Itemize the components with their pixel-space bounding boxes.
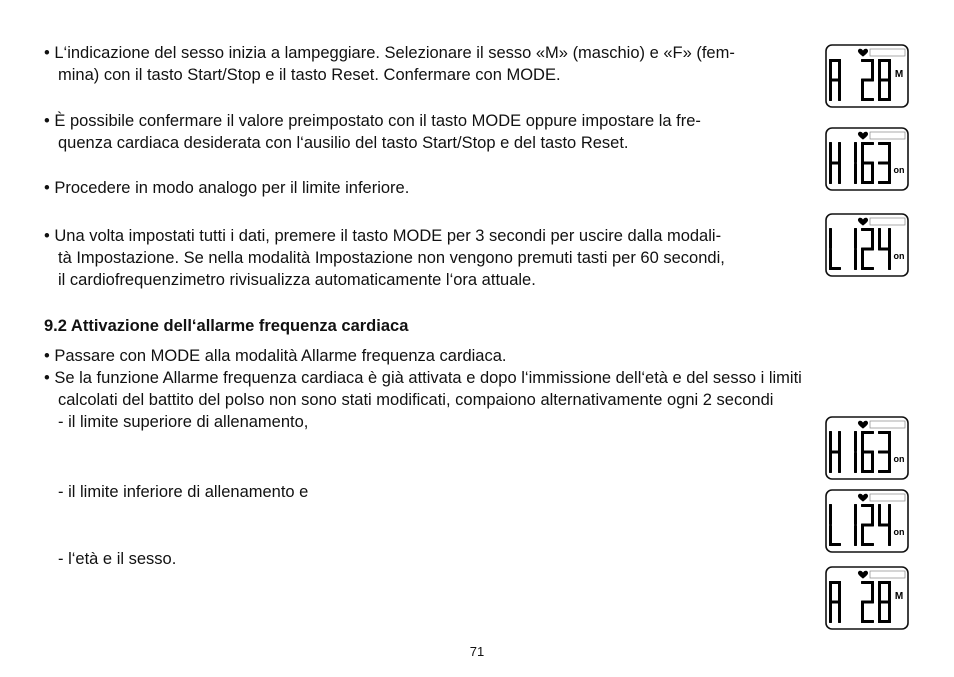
paragraph-confirm-value (44, 110, 701, 154)
text-line: calcolati del battito del polso non sono stati modificati, compaiono alternativamente ogni 2 secondi (58, 391, 774, 409)
text-line: • L‘indicazione del sesso inizia a lampeggiare. Selezionare il sesso «M» (maschio) e «F» (fem- (44, 44, 735, 62)
lcd-screen (825, 566, 909, 630)
lcd-suffix: on (893, 165, 905, 175)
lcd-screen (825, 489, 909, 553)
text-line: quenza cardiaca desiderata con l‘ausilio del tasto Start/Stop e del tasto Reset. (58, 134, 629, 152)
lcd-display (825, 213, 909, 277)
lcd-frame (826, 490, 908, 552)
lcd-display (825, 416, 909, 480)
paragraph-gender-selection (44, 42, 735, 86)
text-line: tà Impostazione. Se nella modalità Impostazione non vengono premuti tasti per 60 secondi, (58, 249, 725, 267)
paragraph-lower-limit (44, 177, 409, 199)
lcd-display (825, 127, 909, 191)
lcd-screen (825, 416, 909, 480)
list-item: - il limite inferiore di allenamento e (58, 483, 309, 501)
lcd-suffix: M (894, 591, 904, 602)
lcd-screen (825, 127, 909, 191)
list-item: - l‘età e il sesso. (58, 550, 177, 568)
lcd-suffix: M (894, 69, 904, 80)
list-item: - il limite superiore di allenamento, (58, 413, 309, 431)
lcd-frame (826, 214, 908, 276)
page-number: 71 (469, 644, 485, 659)
bullet-alarm-alternation (44, 367, 802, 411)
section-heading: 9.2 Attivazione dell‘allarme frequenza cardiaca (44, 317, 409, 335)
text-line: • È possibile confermare il valore preimpostato con il tasto MODE oppure impostare la fre- (44, 112, 701, 130)
lcd-display (825, 566, 909, 630)
text-line: • Procedere in modo analogo per il limite inferiore. (44, 179, 410, 197)
lcd-display (825, 489, 909, 553)
lcd-display (825, 44, 909, 108)
text-line: il cardiofrequenzimetro rivisualizza automaticamente l‘ora attuale. (58, 271, 536, 289)
lcd-screen (825, 44, 909, 108)
text-line: mina) con il tasto Start/Stop e il tasto Reset. Confermare con MODE. (58, 66, 561, 84)
lcd-screen (825, 213, 909, 277)
text-line: • Se la funzione Allarme frequenza cardiaca è già attivata e dopo l‘immissione dell‘età e del sesso i limiti (44, 369, 802, 387)
paragraph-exit-setting (44, 225, 725, 291)
lcd-suffix: on (893, 454, 905, 464)
bullet-mode-switch: • Passare con MODE alla modalità Allarme frequenza cardiaca. (44, 347, 507, 365)
lcd-suffix: on (893, 251, 905, 261)
lcd-suffix: on (893, 527, 905, 537)
text-line: • Una volta impostati tutti i dati, premere il tasto MODE per 3 secondi per uscire dalla modali- (44, 227, 722, 245)
